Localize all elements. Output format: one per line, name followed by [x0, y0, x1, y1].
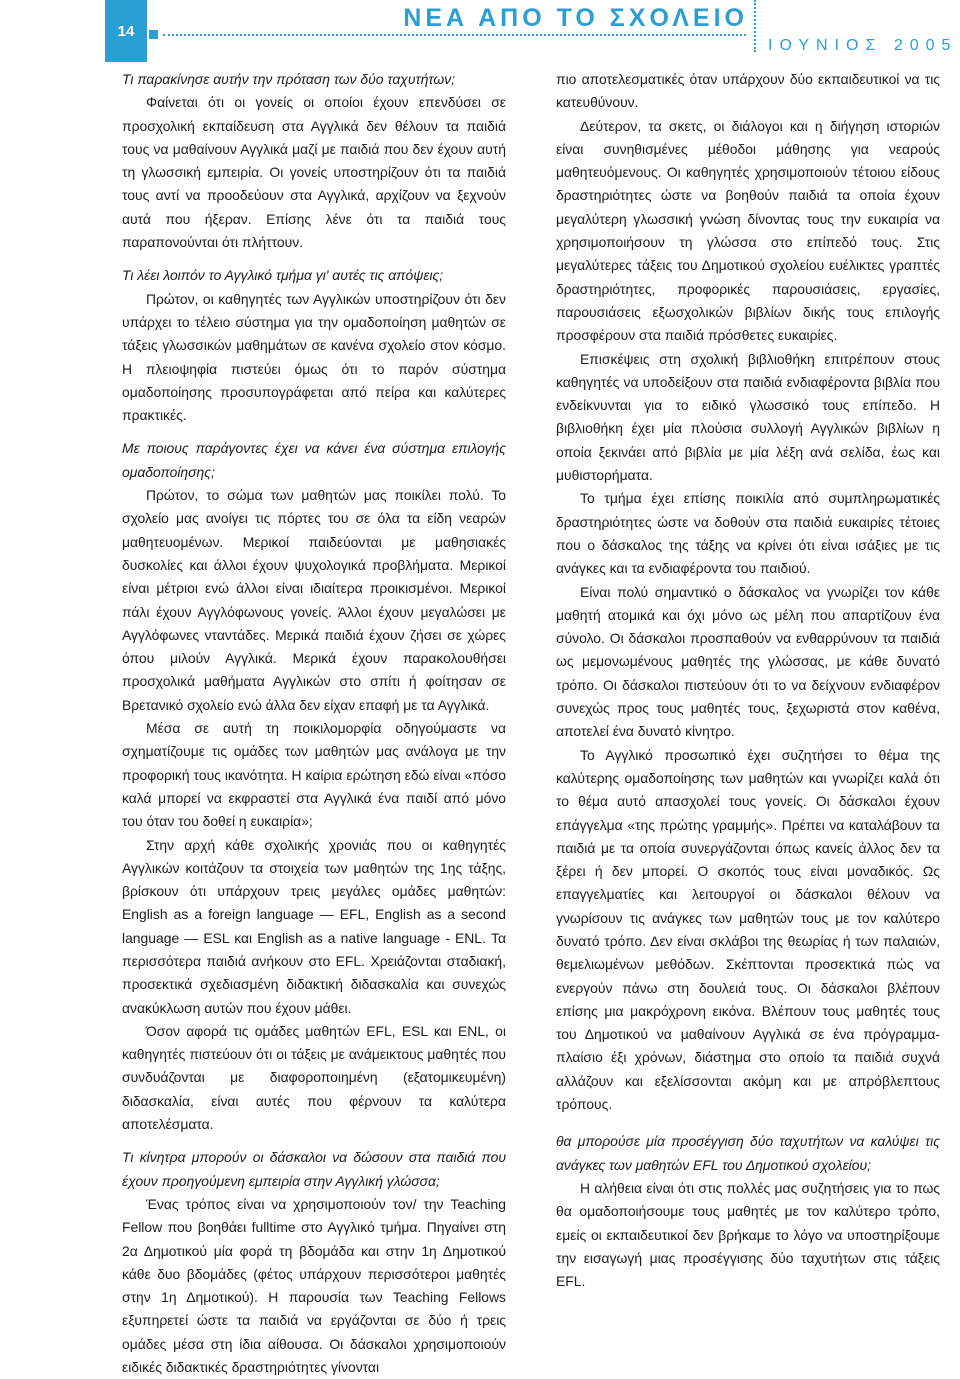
- body-paragraph: Το Αγγλικό προσωπικό έχει συζητήσει το θέμα της καλύτερης ομαδοποίησης των μαθητών και γνωρίζει καλά ότι το θέμα αυτό απασχολεί τους γονείς. Οι δάσκαλοι έχουν επάγγελμα «της πρώτης γραμμής». Πρέπει να καταλάβουν τα παιδιά με τα οποία συνεργάζονται όπως κανείς άλλος δεν τα ξέρει ή δεν μπορεί. Ο σκοπός τους είναι μοναδικός. Ως επαγγελματίες και λειτουργοί οι δάσκαλοι θέλουν να γνωρίσουν τις ανάγκες των μαθητών τους με τον καλύτερο δυνατό τρόπο. Δεν είναι σκλάβοι της θεωρίας ή των παλαιών, θεμελιωμένων μεθόδων. Σκέπτονται προσεκτικά πώς να ενεργούν πάνω στη δουλειά τους. Οι δάσκαλοι βλέπουν επίσης μια μακρόχρονη εικόνα. Βλέπουν τους μαθητές τους του Δημοτικού να μαθαίνουν Αγγλικά σε ένα πρόγραμμα-πλαίσιο έξι χρόνων, διάστημα στο οποίο τα παιδιά συχνά αλλάζουν και εξελίσσονται ακόμη και με απρόβλεπτους τρόπους.: [556, 746, 940, 1113]
- question-heading: Τι κίνητρα μπορούν οι δάσκαλοι να δώσουν στα παιδιά που έχουν προηγούμενη εμπειρία στην Αγγλική γλώσσα;: [122, 1149, 506, 1189]
- body-paragraph: Στην αρχή κάθε σχολικής χρονιάς που οι καθηγητές Αγγλικών κοιτάζουν τα στοιχεία των μαθητών της 1ης τάξης, βρίσκουν ότι υπάρχουν τρεις μεγάλες ομάδες μαθητών: English as a foreign language — EFL, English as a second language — ESL και English as a native language - ENL. Τα περισσότερα παιδιά ανήκουν στο EFL. Χρειάζονται σταδιακή, προσεκτικά σχεδιασμένη διδακτική διδασκαλία και συνεχώς ανακύκλωση αυτών που έχουν μάθει.: [122, 836, 506, 1016]
- body-paragraph: Πρώτον, οι καθηγητές των Αγγλικών υποστηρίζουν ότι δεν υπάρχει το τέλειο σύστημα για την ομαδοποίηση μαθητών σε τάξεις γλωσσικών μαθημάτων σε κανένα σχολείο στον κόσμο. Η πλειοψηφία πιστεύει όμως ότι το παρόν σύστημα ομαδοποίησης προσυπογράφεται από πείρα και καλύτερες πρακτικές.: [122, 290, 506, 424]
- body-paragraph: Η αλήθεια είναι ότι στις πολλές μας συζητήσεις για το πως θα ομαδοποιήσουμε τους μαθητές με τον καλύτερο τρόπο, εμείς οι εκπαιδευτικοί δεν βρήκαμε το λόγο να υποστηρίξουμε την εισαγωγή μιας προσέγγισης δύο ταχυτήτων στις τάξεις EFL.: [556, 1179, 940, 1290]
- right-column: [556, 68, 940, 1293]
- body-paragraph: Το τμήμα έχει επίσης ποικιλία από συμπληρωματικές δραστηριότητες ώστε να δοθούν στα παιδιά ευκαιρίες τέτοιες που ο δάσκαλος της τάξης να κρίνει ότι είναι ισάξιες με τις ανάγκες και τα ενδιαφέροντα του παιδιού.: [556, 490, 940, 577]
- question-heading: θα μπορούσε μία προσέγγιση δύο ταχυτήτων να καλύψει τις ανάγκες των μαθητών EFL του Δημοτικού σχολείου;: [556, 1133, 940, 1173]
- header-dotted-rule: [163, 34, 746, 36]
- question-heading: Τι παρακίνησε αυτήν την πρόταση των δύο ταχυτήτων;: [122, 71, 456, 87]
- body-paragraph: Φαίνεται ότι οι γονείς οι οποίοι έχουν επενδύσει σε προσχολική εκπαίδευση στα Αγγλικά δεν θέλουν τα παιδιά τους να μαθαίνουν Αγγλικά μαζί με παιδιά που δεν έχουν αυτή τη γλωσσική εμπειρία. Οι γονείς υποστηρίζουν ότι τα παιδιά τους αντί να προοδεύουν στα Αγγλικά, αρχίζουν να ξεχνούν αυτά που ήξεραν. Επίσης λένε ότι τα παιδιά τους παραπονούνται ότι πλήττουν.: [122, 94, 506, 251]
- question-heading: Τι λέει λοιπόν το Αγγλικό τμήμα γι' αυτές τις απόψεις;: [122, 267, 444, 284]
- body-paragraph: Είναι πολύ σημαντικό ο δάσκαλος να γνωρίζει τον κάθε μαθητή ατομικά και όχι μόνο ως μέλη που απαρτίζουν ένα σύνολο. Οι δάσκαλοι προσπαθούν να ενθαρρύνουν τα παιδιά ως μεμονωμένους μαθητές της γλώσσας, με κάθε δυνατό τρόπο. Οι δάσκαλοι πιστεύουν ότι το να δείχνουν ενδιαφέρον συνεχώς προς τους μαθητές τους, ξεχωριστά στον καθένα, αποτελεί ένα δυνατό κίνητρο.: [556, 583, 940, 740]
- body-paragraph: πιο αποτελεσματικές όταν υπάρχουν δύο εκπαιδευτικοί να τις κατευθύνουν.: [556, 71, 940, 111]
- left-column: [122, 68, 506, 1379]
- newsletter-title: ΝΕΑ ΑΠΟ ΤΟ ΣΧΟΛΕΙΟ: [403, 4, 748, 32]
- question-heading: Με ποιους παράγοντες έχει να κάνει ένα σύστημα επιλογής ομαδοποίησης;: [122, 440, 506, 480]
- issue-date: ΙΟΥΝΙΟΣ 2005: [768, 37, 958, 54]
- body-paragraph: Ένας τρόπος είναι να χρησιμοποιούν τον/ την Teaching Fellow που βοηθάει fulltime στο Αγγλικό τμήμα. Πηγαίνει στη 2α Δημοτικού μία φορά τη βδομάδα και στην 1η Δημοτικού κάθε δυο βδομάδες (φέτος υπάρχουν περισσότεροι μαθητές στην 1η Δημοτικού). Η παρουσία των Teaching Fellows εξυπηρετεί ώστε τα παιδιά να εργάζονται σε δύο ή τρεις ομάδες μέσα στη ίδια αίθουσα. Οι δάσκαλοι χρησιμοποιούν ειδικές διδακτικές δραστηριότητες γίνονται: [122, 1195, 506, 1376]
- header-vertical-rule: [754, 0, 756, 52]
- body-paragraph: Όσον αφορά τις ομάδες μαθητών EFL, ESL και ENL, οι καθηγητές πιστεύουν ότι οι τάξεις με ανάμεικτους μαθητές που συνδυάζονται με διαφοροποιημένη (εξατομικευμένη) διδασκαλία, είναι αυτές που φέρνουν τα καλύτερα αποτελέσματα.: [122, 1022, 506, 1133]
- body-paragraph: Πρώτον, το σώμα των μαθητών μας ποικίλει πολύ. Το σχολείο μας ανοίγει τις πόρτες του σε όλα τα είδη νεαρών μαθητευομένων. Μερικοί παιδεύονται με μαθησιακές δυσκολίες και άλλοι έχουν ψυχολογικά προβλήματα. Μερικοί είναι μέτριοι ενώ άλλοι είναι ιδιαίτερα προικισμένοι. Μερικοί πάλι έχουν Αγγλόφωνους γονείς. Άλλοι έχουν μεγαλώσει με Αγγλόφωνες νταντάδες. Μερικά παιδιά έχουν ζήσει σε χώρες όπου μιλούν Αγγλικά. Μερικά έχουν παρακολουθήσει προσχολικά μαθήματα Αγγλικών στο σπίτι ή φοίτησαν σε Βρετανικό σχολείο ενώ άλλα δεν είχαν επαφή με τα Αγγλικά.: [122, 487, 506, 713]
- body-paragraph: Επισκέψεις στη σχολική βιβλιοθήκη επιτρέπουν στους καθηγητές να υποδείξουν στα παιδιά ενδιαφέροντα βιβλία που ενδείκνυνται για το ειδικό γλωσσικό τους επίπεδο. Η βιβλιοθήκη έχει μία πλούσια συλλογή Αγγλικών βιβλίων η οποία ξεκινάει από βιβλία με μία λέξη ανά σελίδα, έως και μυθιστορήματα.: [556, 350, 940, 484]
- body-paragraph: Μέσα σε αυτή τη ποικιλομορφία οδηγούμαστε να σχηματίζουμε τις ομάδες των μαθητών μας ανάλογα με την προφορική τους ικανότητα. Η καίρια ερώτηση εδώ είναι «πόσο καλά μπορεί να εκφραστεί στα Αγγλικά ένα παιδί από μόνο του όταν του δοθεί η ευκαιρία»;: [122, 720, 506, 830]
- header-marker: [149, 30, 158, 39]
- page-number: 14: [105, 0, 147, 62]
- body-paragraph: Δεύτερον, τα σκετς, οι διάλογοι και η διήγηση ιστοριών είναι συνηθισμένες μέθοδοι μάθησης για νεαρούς μαθητευόμενους. Οι καθηγητές χρησιμοποιούν τέτοιου είδους δραστηριότητες ώστε να βοηθούν παιδιά τα οποία έχουν μεγαλύτερη γλωσσική γνώση δίνοντας τους την ευκαιρία να χρησιμοποιήσουν τη γλώσσα στο επίπεδό τους. Στις μεγαλύτερες τάξεις του Δημοτικού σχολείου ευέλικτες γραπτές δραστηριότητες, προφορικές παρουσιάσεις, εργασίες, παρουσιάσεις εξωσχολικών βιβλίων δικής τους επιλογής προσφέρουν στα παιδιά πρόσθετες ευκαιρίες.: [556, 117, 940, 344]
